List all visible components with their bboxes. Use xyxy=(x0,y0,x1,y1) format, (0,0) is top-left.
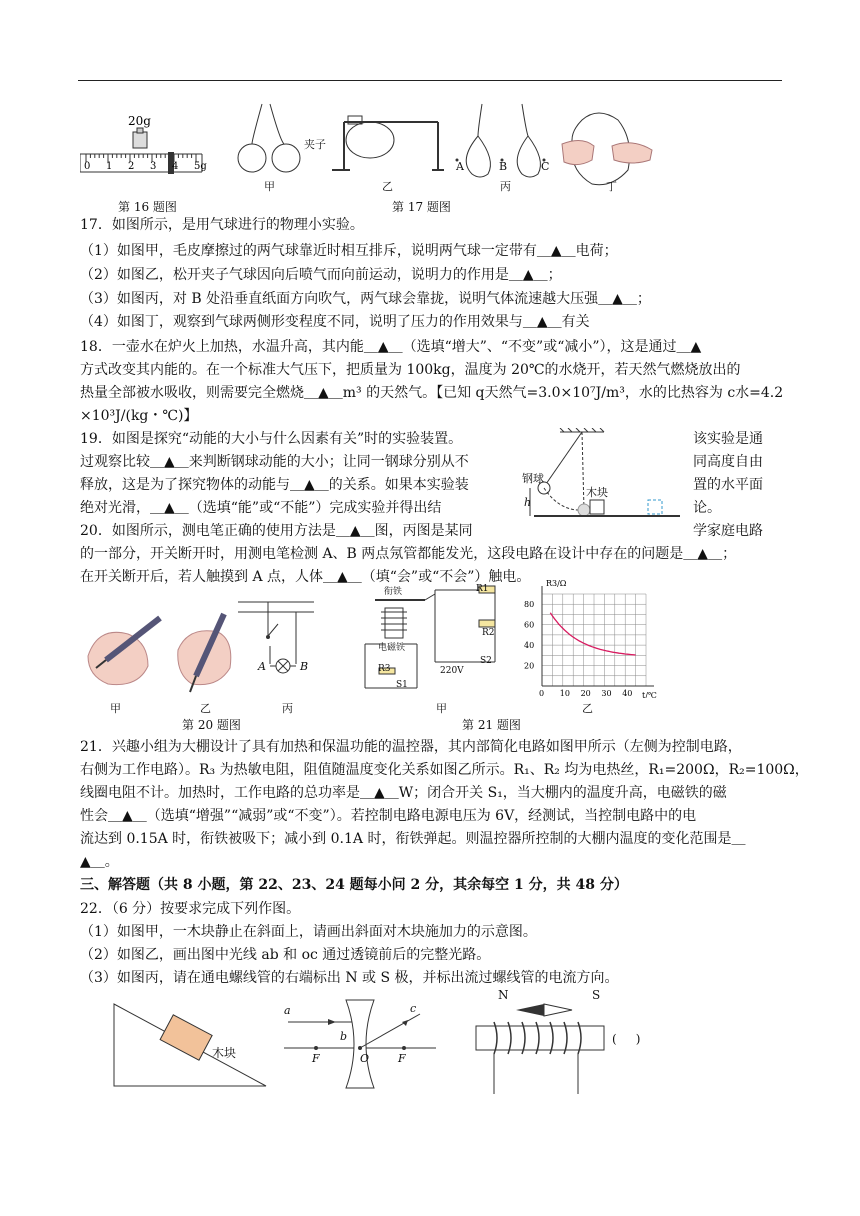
q20-right1: 学家庭电路 xyxy=(693,523,763,539)
q18-line1: 18．一壶水在炉火上加热，水温升高，其内能＿▲＿（选填“增大”、“不变”或“减小”），这是通过＿▲ xyxy=(80,339,702,355)
graph-xtick: 0 xyxy=(539,689,545,698)
fig21-label-r3: R3 xyxy=(378,664,391,674)
q20-line3: 在开关断开后，若人触摸到 A 点，人体＿▲＿（填“会”或“不会”）触电。 xyxy=(80,569,531,585)
fig21-label-s1: S1 xyxy=(396,680,408,690)
q17-part4: （4）如图丁，观察到气球两侧形变程度不同，说明了压力的作用效果与＿▲＿有关 xyxy=(80,314,590,330)
fig16-caption: 第 16 题图 xyxy=(118,200,177,214)
fig22-label-a: a xyxy=(284,1004,291,1017)
q19-line2: 过观察比较＿▲＿来判断钢球动能的大小；让同一钢球分别从不 xyxy=(80,454,469,470)
fig17-label-ding: 丁 xyxy=(606,180,617,193)
fig22-label-f1: F xyxy=(312,1052,320,1065)
fig22-label-n: N xyxy=(498,988,509,1002)
fig21-label-r1: R1 xyxy=(476,584,489,594)
fig19-label-h: h xyxy=(524,496,532,509)
fig20-caption: 第 20 题图 xyxy=(182,718,241,732)
q21-line6: ▲＿。 xyxy=(80,854,119,870)
q18-line2: 方式改变其内能的。在一个标准大气压下，把质量为 100kg，温度为 20℃的水烧开，若天然气燃烧放出的 xyxy=(80,362,741,378)
q21-line1: 21．兴趣小组为大棚设计了具有加热和保温功能的温控器，其内部简化电路如图甲所示（左侧为控制电路， xyxy=(80,739,742,755)
fig19-label-ball: 钢球 xyxy=(522,472,544,485)
graph-ytick: 60 xyxy=(524,620,535,630)
fig17-label-clip: 夹子 xyxy=(304,138,326,151)
fig16-weight-label: 20g xyxy=(128,114,151,128)
fig20-label-b: B xyxy=(300,660,309,673)
q20-line2: 的一部分，开关断开时，用测电笔检测 A、B 两点氖管都能发光，这段电路在设计中存在的问题是＿▲＿； xyxy=(80,546,737,562)
fig21-label-magnet: 电磁铁 xyxy=(378,643,406,653)
fig17-label-jia: 甲 xyxy=(264,180,275,193)
q22-stem: 22．（6 分）按要求完成下列作图。 xyxy=(80,901,301,917)
graph-xlabel: t/℃ xyxy=(642,691,657,698)
graph-xtick: 40 xyxy=(622,689,633,698)
fig21-graph-caption: 乙 xyxy=(582,702,593,715)
fig21-label-r2: R2 xyxy=(482,628,495,638)
graph-xtick: 30 xyxy=(601,689,612,698)
fig22-label-o: O xyxy=(360,1052,370,1065)
fig16-scale-label: 5g xyxy=(194,161,207,172)
q17-part2: （2）如图乙，松开夹子气球因向后喷气而向前运动，说明力的作用是＿▲＿； xyxy=(80,267,562,283)
fig20-label-a: A xyxy=(258,660,266,673)
q17-stem: 17．如图所示，是用气球进行的物理小实验。 xyxy=(80,217,364,233)
graph-ytick: 20 xyxy=(524,661,535,671)
q19-line3: 释放，这是为了探究物体的动能与＿▲＿的关系。如果本实验装 xyxy=(80,477,469,493)
q19-right2: 同高度自由 xyxy=(693,454,763,470)
graph-xtick: 10 xyxy=(559,689,570,698)
q20-line1: 20．如图所示，测电笔正确的使用方法是＿▲＿图，丙图是某同 xyxy=(80,523,473,539)
q19-right1: 该实验是通 xyxy=(693,431,763,447)
graph-ylabel: R3/Ω xyxy=(546,579,567,588)
fig22-solenoid xyxy=(470,1000,610,1096)
q22-part2: （2）如图乙，画出图中光线 ab 和 oc 通过透镜前后的完整光路。 xyxy=(80,947,491,963)
top-rule xyxy=(78,80,782,81)
fig21-caption: 第 21 题图 xyxy=(462,718,521,732)
q22-part1: （1）如图甲，一木块静止在斜面上，请画出斜面对木块施加力的示意图。 xyxy=(80,924,537,940)
graph-ytick: 80 xyxy=(524,600,535,610)
fig21-label-s2: S2 xyxy=(480,656,492,666)
fig22-label-block: 木块 xyxy=(212,1046,237,1060)
q22-part3: （3）如图丙，请在通电螺线管的右端标出 N 或 S 极，并标出流过螺线管的电流方向。 xyxy=(80,970,619,986)
q19-right3: 置的水平面 xyxy=(693,477,763,493)
fig21-label-jia: 甲 xyxy=(436,702,447,715)
q19-right4: 论。 xyxy=(693,500,721,516)
fig21-label-armature: 衔铁 xyxy=(384,587,403,597)
fig16-scale-label: 4 xyxy=(172,161,179,172)
q19-line1: 19．如图是探究“动能的大小与什么因素有关”时的实验装置。 xyxy=(80,431,463,447)
q18-line3: 热量全部被水吸收，则需要完全燃烧＿▲＿m³ 的天然气。【已知 q天然气=3.0×10⁷J/m³，水的比热容为 c水=4.2 xyxy=(80,385,784,401)
fig16-balance-scale xyxy=(80,108,210,186)
graph-curve xyxy=(550,613,635,655)
fig21-label-voltage: 220V xyxy=(440,666,464,676)
fig22-label-s: S xyxy=(592,988,601,1002)
fig21-control-circuit xyxy=(345,584,520,694)
fig22-label-f2: F xyxy=(398,1052,406,1065)
q21-line5: 流达到 0.15A 时，衔铁被吸下；减小到 0.1A 时，衔铁弹起。则温控器所控制的大棚内温度的变化范围是＿ xyxy=(80,831,746,847)
q19-line4: 绝对光滑，＿▲＿（选填“能”或“不能”）完成实验并得出结 xyxy=(80,500,442,516)
section3-title: 三、解答题（共 8 小题，第 22、23、24 题每小问 2 分，其余每空 1 分，共 48 分） xyxy=(80,877,628,893)
graph-xtick: 20 xyxy=(580,689,591,698)
q17-part3: （3）如图丙，对 B 处沿垂直纸面方向吹气，两气球会靠拢，说明气体流速越大压强＿▲＿； xyxy=(80,291,651,307)
fig21-resistance-graph xyxy=(520,578,670,698)
q18-line4: ×10³J/(kg・℃)】 xyxy=(80,408,198,424)
fig17-label-bing: 丙 xyxy=(500,180,511,193)
fig16-scale-label: 3 xyxy=(150,161,157,172)
fig22-label-paren: ( ) xyxy=(612,1032,641,1046)
fig20-label-bing: 丙 xyxy=(282,702,293,715)
fig17-label-c: C xyxy=(541,160,550,173)
fig16-scale-label: 1 xyxy=(106,161,113,172)
fig17-label-a: A xyxy=(456,160,464,173)
fig17-caption: 第 17 题图 xyxy=(392,200,451,214)
q21-line3: 线圈电阻不计。加热时，工作电路的总功率是＿▲＿W；闭合开关 S₁，当大棚内的温度升高，电磁铁的磁 xyxy=(80,785,727,801)
fig20-label-jia: 甲 xyxy=(110,702,121,715)
q17-part1: （1）如图甲，毛皮摩擦过的两气球靠近时相互排斥，说明两气球一定带有＿▲＿电荷； xyxy=(80,243,618,259)
fig16-scale-label: 2 xyxy=(128,161,135,172)
fig20-label-yi: 乙 xyxy=(200,702,211,715)
fig16-scale-label: 0 xyxy=(84,161,91,172)
fig19-pendulum-setup xyxy=(520,428,688,524)
fig17-label-yi: 乙 xyxy=(382,180,393,193)
graph-ytick: 40 xyxy=(524,641,535,651)
fig22-label-c: c xyxy=(410,1002,417,1015)
fig17-label-b: B xyxy=(499,160,508,173)
fig20-test-pens xyxy=(78,596,318,706)
fig22-incline-block xyxy=(110,1000,270,1090)
q21-line4: 性会＿▲＿（选填“增强”“减弱”或“不变”）。若控制电路电源电压为 6V，经测试，当控制电路中的电 xyxy=(80,808,697,824)
fig22-label-b: b xyxy=(340,1030,348,1043)
fig19-label-block: 木块 xyxy=(586,486,608,499)
q21-line2: 右侧为工作电路）。R₃ 为热敏电阻，阻值随温度变化关系如图乙所示。R₁、R₂ 均为电热丝，R₁=200Ω，R₂=100Ω， xyxy=(80,762,809,778)
